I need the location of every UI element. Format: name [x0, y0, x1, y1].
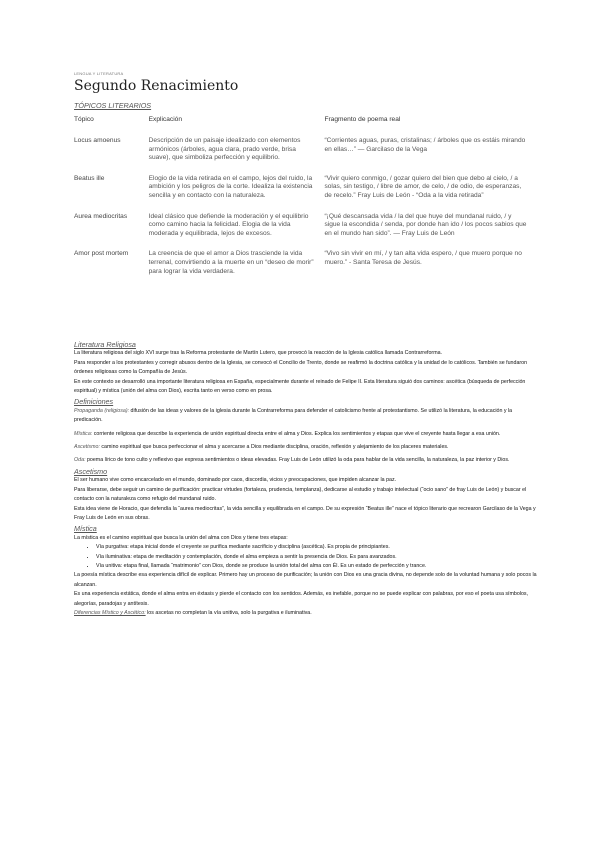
asceticism-heading: Ascetismo — [74, 466, 108, 476]
list-item: • Vía iluminativa: etapa de meditación y contemplación, donde el alma empieza a sentir la presencia de Dios. Es para avanzados. — [96, 553, 542, 562]
definition-text: poema lírico de tono culto y reflexivo que expresa sentimientos o ideas elevadas. Fray Luis de León utilizó la oda para hablar de la vida sencilla, la naturaleza, la paz interior y Dios. — [86, 457, 510, 464]
page-title: Segundo Renacimiento — [74, 78, 239, 94]
column-header: Tópico — [74, 116, 94, 123]
paragraph: La poesía mística describe esa experiencia difícil de explicar. Primero hay un proceso de purificación; la unión con Dios es una gracia divina, no depende solo de la voluntad humana y solo pocos la alcanzan. — [74, 572, 537, 588]
topic-cell: Beatus ille — [74, 174, 105, 182]
mysticism-heading: Mística — [74, 524, 97, 534]
topic-cell: Amor post mortem — [74, 250, 129, 258]
paragraph: Para liberarse, debe seguir un camino de purificación: practicar virtudes (fortaleza, prudencia, templanza), dedicarse al estudio y trabajo intelectual (“ocio sano” de fray Luis de León) y buscar el contacto con la naturaleza como refugio del mundanal ruido. — [74, 486, 527, 503]
paragraph: Esta idea viene de Horacio, que defendía la “aurea mediocritas”, la vida sencilla y equilibrada en el campo. De su expresión “Beatus ille” nace el tópico literario que recrearon Garcilaso de la Vega y Fray Luis de León en sus obras. — [74, 505, 536, 521]
list-item: • Vía unitiva: etapa final, llamada “matrimonio” con Dios, donde se produce la unión total del alma con Él. Es un estado de perfección y trance. — [96, 562, 542, 571]
column-header: Fragmento de poema real — [324, 116, 401, 123]
definition-term: Mística: — [74, 430, 93, 437]
definition-term: Oda: — [74, 457, 86, 464]
definition-mistica — [74, 430, 542, 439]
table-row — [74, 213, 534, 251]
religious-lit-heading: Literatura Religiosa — [74, 340, 136, 349]
topic-cell: Aurea mediocritas — [74, 212, 128, 220]
definition-propaganda — [74, 407, 542, 426]
differences-line — [74, 609, 542, 618]
paragraph: La mística es el camino espiritual que busca la unión del alma con Dios y tiene tres etapas: — [74, 534, 288, 541]
table-row — [74, 250, 534, 288]
topic-cell: Locus amoenus — [74, 137, 121, 144]
topics-heading: TÓPICOS LITERARIOS — [74, 101, 152, 110]
paragraph: Para responder a los protestantes y corregir abusos dentro de la Iglesia, se convocó el Concilio de Trento, donde se reafirmó la doctrina católica y la unidad de lo católicos. También se fundaron órdenes religiosas como la Compañía de Jesús. — [74, 359, 528, 376]
definition-term: Propaganda (religiosa): — [74, 407, 130, 414]
table-row — [74, 175, 534, 213]
body-text — [74, 339, 542, 618]
column-header: Explicación — [148, 116, 182, 123]
paragraph: La literatura religiosa del siglo XVI surge tras la Reforma protestante de Martín Lutero, que provocó la reacción de la Iglesia católica llamada Contrarreforma. — [74, 350, 443, 357]
explanation-cell: Descripción de un paisaje idealizado con elementos armónicos (árboles, agua clara, prado verde, brisa suave), que simboliza perfección y equilibrio. — [148, 137, 301, 162]
fragment-cell: “¡Qué descansada vida / la del que huye del mundanal ruido, / y sigue la escondida / senda, por donde han ido / los pocos sabios que en el mundo han sido”. — Fray Luis de León — [324, 212, 527, 237]
subject-label: LENGUA Y LITERATURA — [74, 71, 124, 76]
definitions-heading: Definiciones — [74, 397, 114, 407]
differences-heading: Diferencias Místico y Ascético: — [74, 609, 146, 616]
definition-oda — [74, 456, 542, 465]
definition-text: difusión de las ideas y valores de la iglesia durante la Contrarreforma para defender el catolicismo frente al protestantismo. Se utilizó la literatura, la educación y la predicación. — [74, 407, 513, 424]
topics-table — [74, 112, 534, 288]
table-header-row — [74, 112, 534, 137]
table-row — [74, 137, 534, 175]
definition-ascetismo — [74, 443, 542, 452]
fragment-cell: “Corrientes aguas, puras, cristalinas; / árboles que os estáis mirando en ellas…” — Garcilaso de la Vega — [324, 137, 526, 153]
fragment-cell: “Vivir quiero conmigo, / gozar quiero del bien que debo al cielo, / a solas, sin testigo, / libre de amor, de celo, / de odio, de esperanzas, de recelo.” Fray Luis de León - “Oda a la vida retirada” — [324, 174, 522, 199]
definition-text: camino espiritual que busca perfeccionar el alma y acercarse a Dios mediante disciplina, oración, reflexión y alejamiento de los placeres materiales. — [101, 444, 449, 451]
list-item: • Vía purgativa: etapa inicial donde el creyente se purifica mediante sacrificio y disciplina (ascética). Es propia de principiantes. — [96, 543, 542, 552]
definition-term: Ascetismo: — [74, 444, 100, 451]
fragment-cell: “Vivo sin vivir en mí, / y tan alta vida espero, / que muero porque no muero.” - Santa Teresa de Jesús. — [324, 250, 522, 266]
explanation-cell: Elogio de la vida retirada en el campo, lejos del ruido, la ambición y los peligros de la corte. Idealiza la existencia sencilla y en contacto con la naturaleza. — [148, 174, 313, 199]
paragraph: En este contexto se desarrolló una importante literatura religiosa en España, especialmente durante el reinado de Felipe II. Esta literatura siguió dos caminos: ascética (búsqueda de perfección espiritual) y mística (unión del alma con Dios), escrita tanto en verso como en prosa. — [74, 378, 526, 395]
paragraph: Es una experiencia extática, donde el alma entra en éxtasis y pierde el contacto con los sentidos. Además, es inefable, porque no se puede explicar con palabras, por eso el poeta usa símbolos, alegorías, paradojas y antítesis. — [74, 591, 529, 607]
definition-text: corriente religiosa que describe la experiencia de unión espiritual directa entre el alma y Dios. Explica los sentimientos y etapas que vive el creyente hasta llegar a esa unión. — [93, 430, 501, 437]
paragraph: El ser humano vive como encarcelado en el mundo, dominado por caos, discordia, vicios y preocupaciones, que impiden alcanzar la paz. — [74, 477, 397, 484]
explanation-cell: La creencia de que el amor a Dios trasciende la vida terrenal, convirtiendo a la muerte en un “deseo de morir” para lograr la vida verdadera. — [148, 250, 314, 275]
vias-list — [74, 543, 542, 571]
explanation-cell: Ideal clásico que defiende la moderación y el equilibrio como camino hacia la felicidad. Elogia de la vida moderada y equilibrada, lejos de excesos. — [148, 212, 309, 237]
differences-text: los ascetas no completan la vía unitiva, solo la purgativa e iluminativa. — [147, 609, 312, 616]
